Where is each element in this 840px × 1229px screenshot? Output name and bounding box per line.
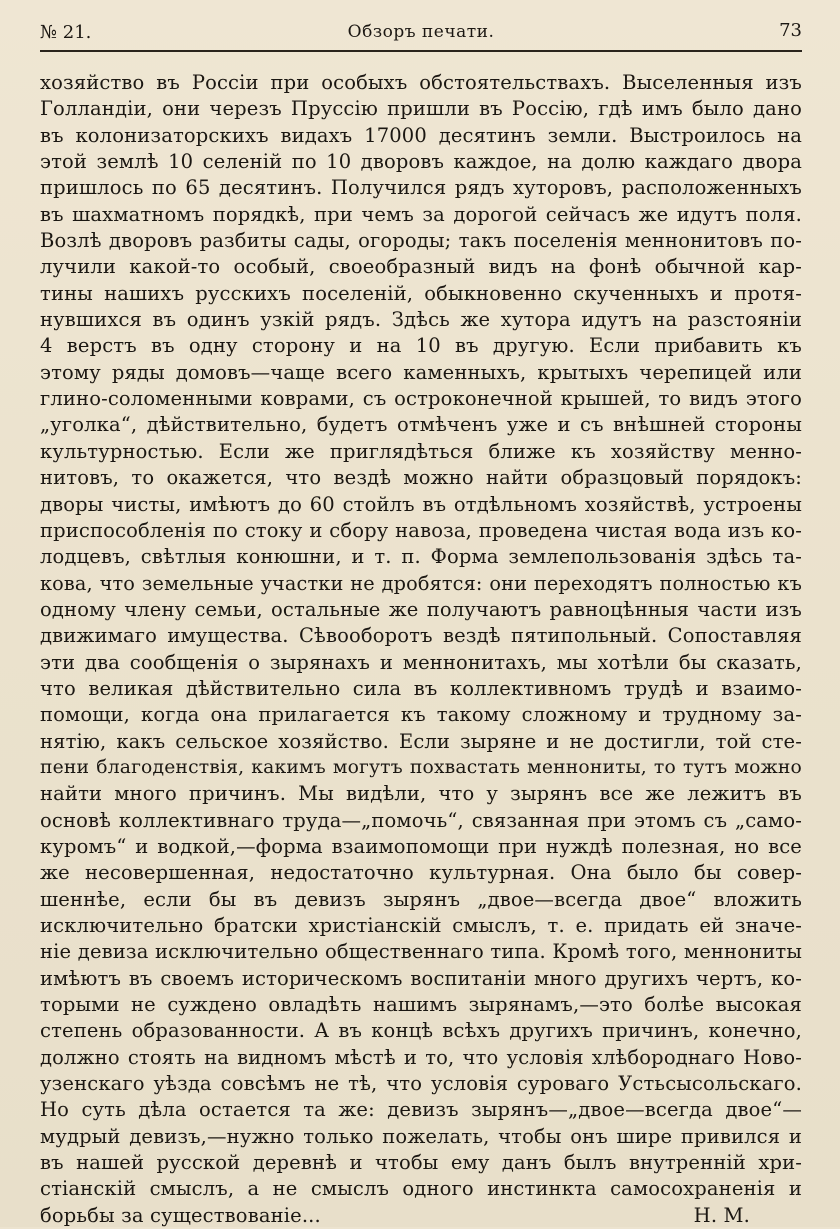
text-line: Голландіи, они черезъ Пруссію пришли въ Россію, гдѣ имъ было дано	[40, 97, 802, 121]
text-line: глино-соломенными коврами, съ остроконечной крышей, то видъ этого	[40, 387, 802, 411]
text-line: Но суть дѣла остается та же: девизъ зырянъ—„двое—всегда двое“—	[40, 1098, 802, 1122]
page-number: 73	[779, 20, 802, 41]
text-line: стіанскій смыслъ, а не смыслъ одного инстинкта самосохраненія и	[40, 1177, 802, 1201]
text-line: лодцевъ, свѣтлыя конюшни, и т. п. Форма землепользованія здѣсь та-	[40, 545, 802, 569]
text-line: нувшихся въ одинъ узкій рядъ. Здѣсь же хутора идутъ на разстояніи	[40, 308, 802, 332]
text-line: нитовъ, то окажется, что вездѣ можно найти образцовый порядокъ:	[40, 466, 802, 490]
text-line: пени благоденствія, какимъ могутъ похвастать меннониты, то тутъ можно	[40, 756, 802, 778]
text-line: должно стоять на видномъ мѣстѣ и то, что условія хлѣбороднаго Ново-	[40, 1045, 802, 1069]
text-line: мудрый девизъ,—нужно только пожелать, чтобы онъ шире привился и	[40, 1124, 802, 1148]
issue-number: № 21.	[40, 22, 92, 43]
text-line: нятію, какъ сельское хозяйство. Если зыряне и не достигли, той сте-	[40, 729, 802, 753]
text-line: 4 верстъ въ одну сторону и на 10 въ другую. Если прибавить къ	[40, 334, 802, 358]
text-line: одному члену семьи, остальные же получаютъ равноцѣнныя части изъ	[40, 597, 802, 621]
final-line-text: борьбы за существованіе...	[40, 1203, 321, 1227]
text-line: же несовершенная, недостаточно культурная. Она было бы совер-	[40, 861, 802, 885]
text-line: куромъ“ и водкой,—форма взаимопомощи при нуждѣ полезная, но все	[40, 834, 802, 858]
text-line: движимаго имущества. Сѣвооборотъ вездѣ пятипольный. Сопоставляя	[40, 624, 802, 648]
text-line: этому ряды домовъ—чаще всего каменныхъ, крытыхъ черепицей или	[40, 360, 802, 384]
text-line: торыми не суждено овладѣть нашимъ зырянамъ,—это болѣе высокая	[40, 993, 802, 1017]
text-line: въ шахматномъ порядкѣ, при чемъ за дорогой сейчасъ же идутъ поля.	[40, 202, 802, 226]
author-signature: Н. М.	[693, 1203, 750, 1227]
text-line: помощи, когда она прилагается къ такому сложному и трудному за-	[40, 703, 802, 727]
text-line: лучили какой-то особый, своеобразный видъ на фонѣ обычной кар-	[40, 255, 802, 279]
text-line: узенскаго уѣзда совсѣмъ не тѣ, что условія суроваго Устьсысольскаго.	[40, 1072, 802, 1096]
header-rule	[40, 50, 802, 52]
page-header	[40, 20, 802, 50]
text-line: степень образованности. А въ концѣ всѣхъ другихъ причинъ, конечно,	[40, 1019, 802, 1043]
text-line: „уголка“, дѣйствительно, будетъ отмѣченъ уже и съ внѣшней стороны	[40, 413, 802, 437]
text-line: кова, что земельные участки не дробятся: они переходятъ полностью къ	[40, 571, 802, 595]
text-line: что великая дѣйствительно сила въ коллективномъ трудѣ и взаимо-	[40, 676, 802, 700]
text-line: дворы чисты, имѣютъ до 60 стойлъ въ отдѣльномъ хозяйствѣ, устроены	[40, 492, 802, 516]
text-line: найти много причинъ. Мы видѣли, что у зырянъ все же лежитъ въ	[40, 782, 802, 806]
text-line: въ колонизаторскихъ видахъ 17000 десятинъ земли. Выстроилось на	[40, 123, 802, 147]
text-line: ніе девиза исключительно общественнаго типа. Кромѣ того, меннониты	[40, 940, 802, 964]
text-line: исключительно братски христіанскій смыслъ, т. е. придать ей значе-	[40, 914, 802, 937]
text-line: шеннѣе, если бы въ девизъ зырянъ „двое—всегда двое“ вложить	[40, 887, 802, 911]
text-line: приспособленія по стоку и сбору навоза, проведена чистая вода изъ ко-	[40, 518, 802, 542]
text-line: этой землѣ 10 селеній по 10 дворовъ каждое, на долю каждаго двора	[40, 150, 802, 174]
running-title: Обзоръ печати.	[347, 22, 495, 42]
text-line: Возлѣ дворовъ разбиты сады, огороды; такъ поселенія меннонитовъ по-	[40, 229, 802, 253]
text-line: имѣютъ въ своемъ историческомъ воспитаніи много другихъ чертъ, ко-	[40, 966, 802, 990]
text-line: хозяйство въ Россіи при особыхъ обстоятельствахъ. Выселенныя изъ	[40, 71, 802, 94]
text-line: культурностью. Если же приглядѣться ближе къ хозяйству менно-	[40, 439, 802, 463]
article-body	[40, 70, 802, 1229]
text-line: въ нашей русской деревнѣ и чтобы ему данъ былъ внутренній хри-	[40, 1151, 802, 1175]
final-line	[40, 1203, 802, 1229]
text-line: тины нашихъ русскихъ поселеній, обыкновенно скученныхъ и протя-	[40, 281, 802, 305]
text-line: основѣ коллективнаго труда—„помочь“, связанная при этомъ съ „само-	[40, 808, 802, 832]
text-line: эти два сообщенія о зырянахъ и меннонитахъ, мы хотѣли бы сказать,	[40, 650, 802, 674]
text-line: пришлось по 65 десятинъ. Получился рядъ хуторовъ, расположенныхъ	[40, 176, 802, 200]
